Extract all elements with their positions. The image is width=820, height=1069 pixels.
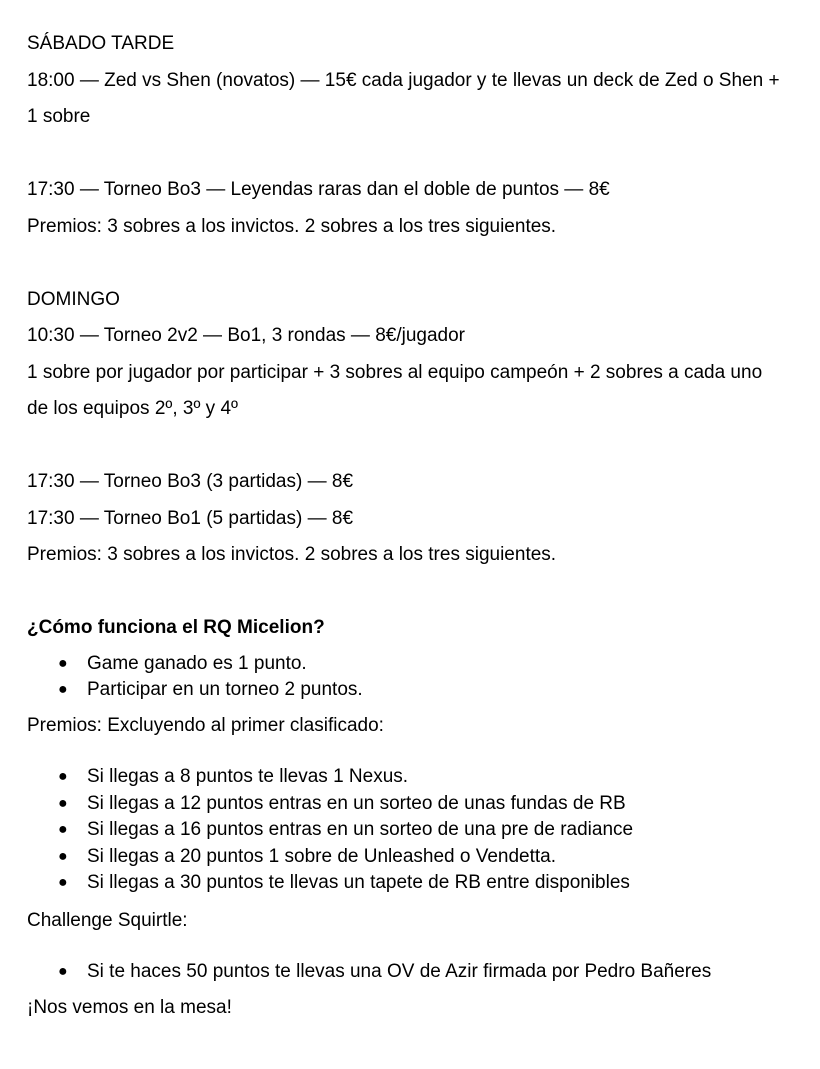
sunday-event-2v2-prizes: 1 sobre por jugador por participar + 3 sobres al equipo campeón + 2 sobres a cada uno de los equipos 2º, 3º y 4º	[27, 361, 763, 419]
list-item: ● Si llegas a 20 puntos 1 sobre de Unleashed o Vendetta.	[27, 844, 787, 871]
bullet-icon: ●	[58, 963, 68, 980]
closing-text: ¡Nos vemos en la mesa!	[27, 996, 232, 1018]
list-item: ● Si llegas a 12 puntos entras en un sorteo de unas fundas de RB	[27, 791, 787, 818]
sunday-prizes: Premios: 3 sobres a los invictos. 2 sobres a los tres siguientes.	[27, 544, 557, 565]
challenge-list	[27, 959, 787, 986]
challenge-label: Challenge Squirtle:	[27, 909, 188, 931]
bullet-icon: ●	[58, 654, 68, 672]
document-body	[27, 26, 787, 1026]
sunday-event-2v2: 10:30 — Torneo 2v2 — Bo1, 3 rondas — 8€/jugador	[27, 325, 465, 346]
bullet-icon: ●	[58, 847, 68, 865]
list-item: ● Si llegas a 16 puntos entras en un sorteo de una pre de radiance	[27, 817, 787, 844]
saturday-event-bo3: 17:30 — Torneo Bo3 — Leyendas raras dan el doble de puntos — 8€	[27, 179, 610, 200]
bullet-icon: ●	[58, 794, 68, 812]
saturday-heading: SÁBADO TARDE	[27, 33, 175, 54]
bullet-icon: ●	[58, 681, 68, 698]
list-item: ● Game ganado es 1 punto.	[27, 651, 787, 678]
saturday-prizes: Premios: 3 sobres a los invictos. 2 sobres a los tres siguientes.	[27, 215, 557, 237]
sunday-event-bo3: 17:30 — Torneo Bo3 (3 partidas) — 8€	[27, 471, 354, 492]
saturday-event-zed-shen: 18:00 — Zed vs Shen (novatos) — 15€ cada jugador y te llevas un deck de Zed o Shen + 1 sobre	[27, 69, 780, 127]
list-item: ● Participar en un torneo 2 puntos.	[27, 677, 787, 704]
bullet-icon: ●	[58, 821, 68, 838]
rq-prizes-list	[27, 764, 787, 897]
rq-prizes-label: Premios: Excluyendo al primer clasificado:	[27, 714, 384, 736]
bullet-icon: ●	[58, 768, 68, 785]
sunday-event-bo1: 17:30 — Torneo Bo1 (5 partidas) — 8€	[27, 507, 354, 529]
rq-heading: ¿Cómo funciona el RQ Micelion?	[27, 617, 325, 638]
list-item: ● Si llegas a 8 puntos te llevas 1 Nexus.	[27, 764, 787, 791]
rq-rules-list	[27, 651, 787, 704]
bullet-icon: ●	[58, 874, 68, 891]
list-item: ● Si llegas a 30 puntos te llevas un tapete de RB entre disponibles	[27, 870, 787, 897]
sunday-heading: DOMINGO	[27, 288, 120, 310]
list-item: ● Si te haces 50 puntos te llevas una OV de Azir firmada por Pedro Bañeres	[27, 959, 787, 986]
